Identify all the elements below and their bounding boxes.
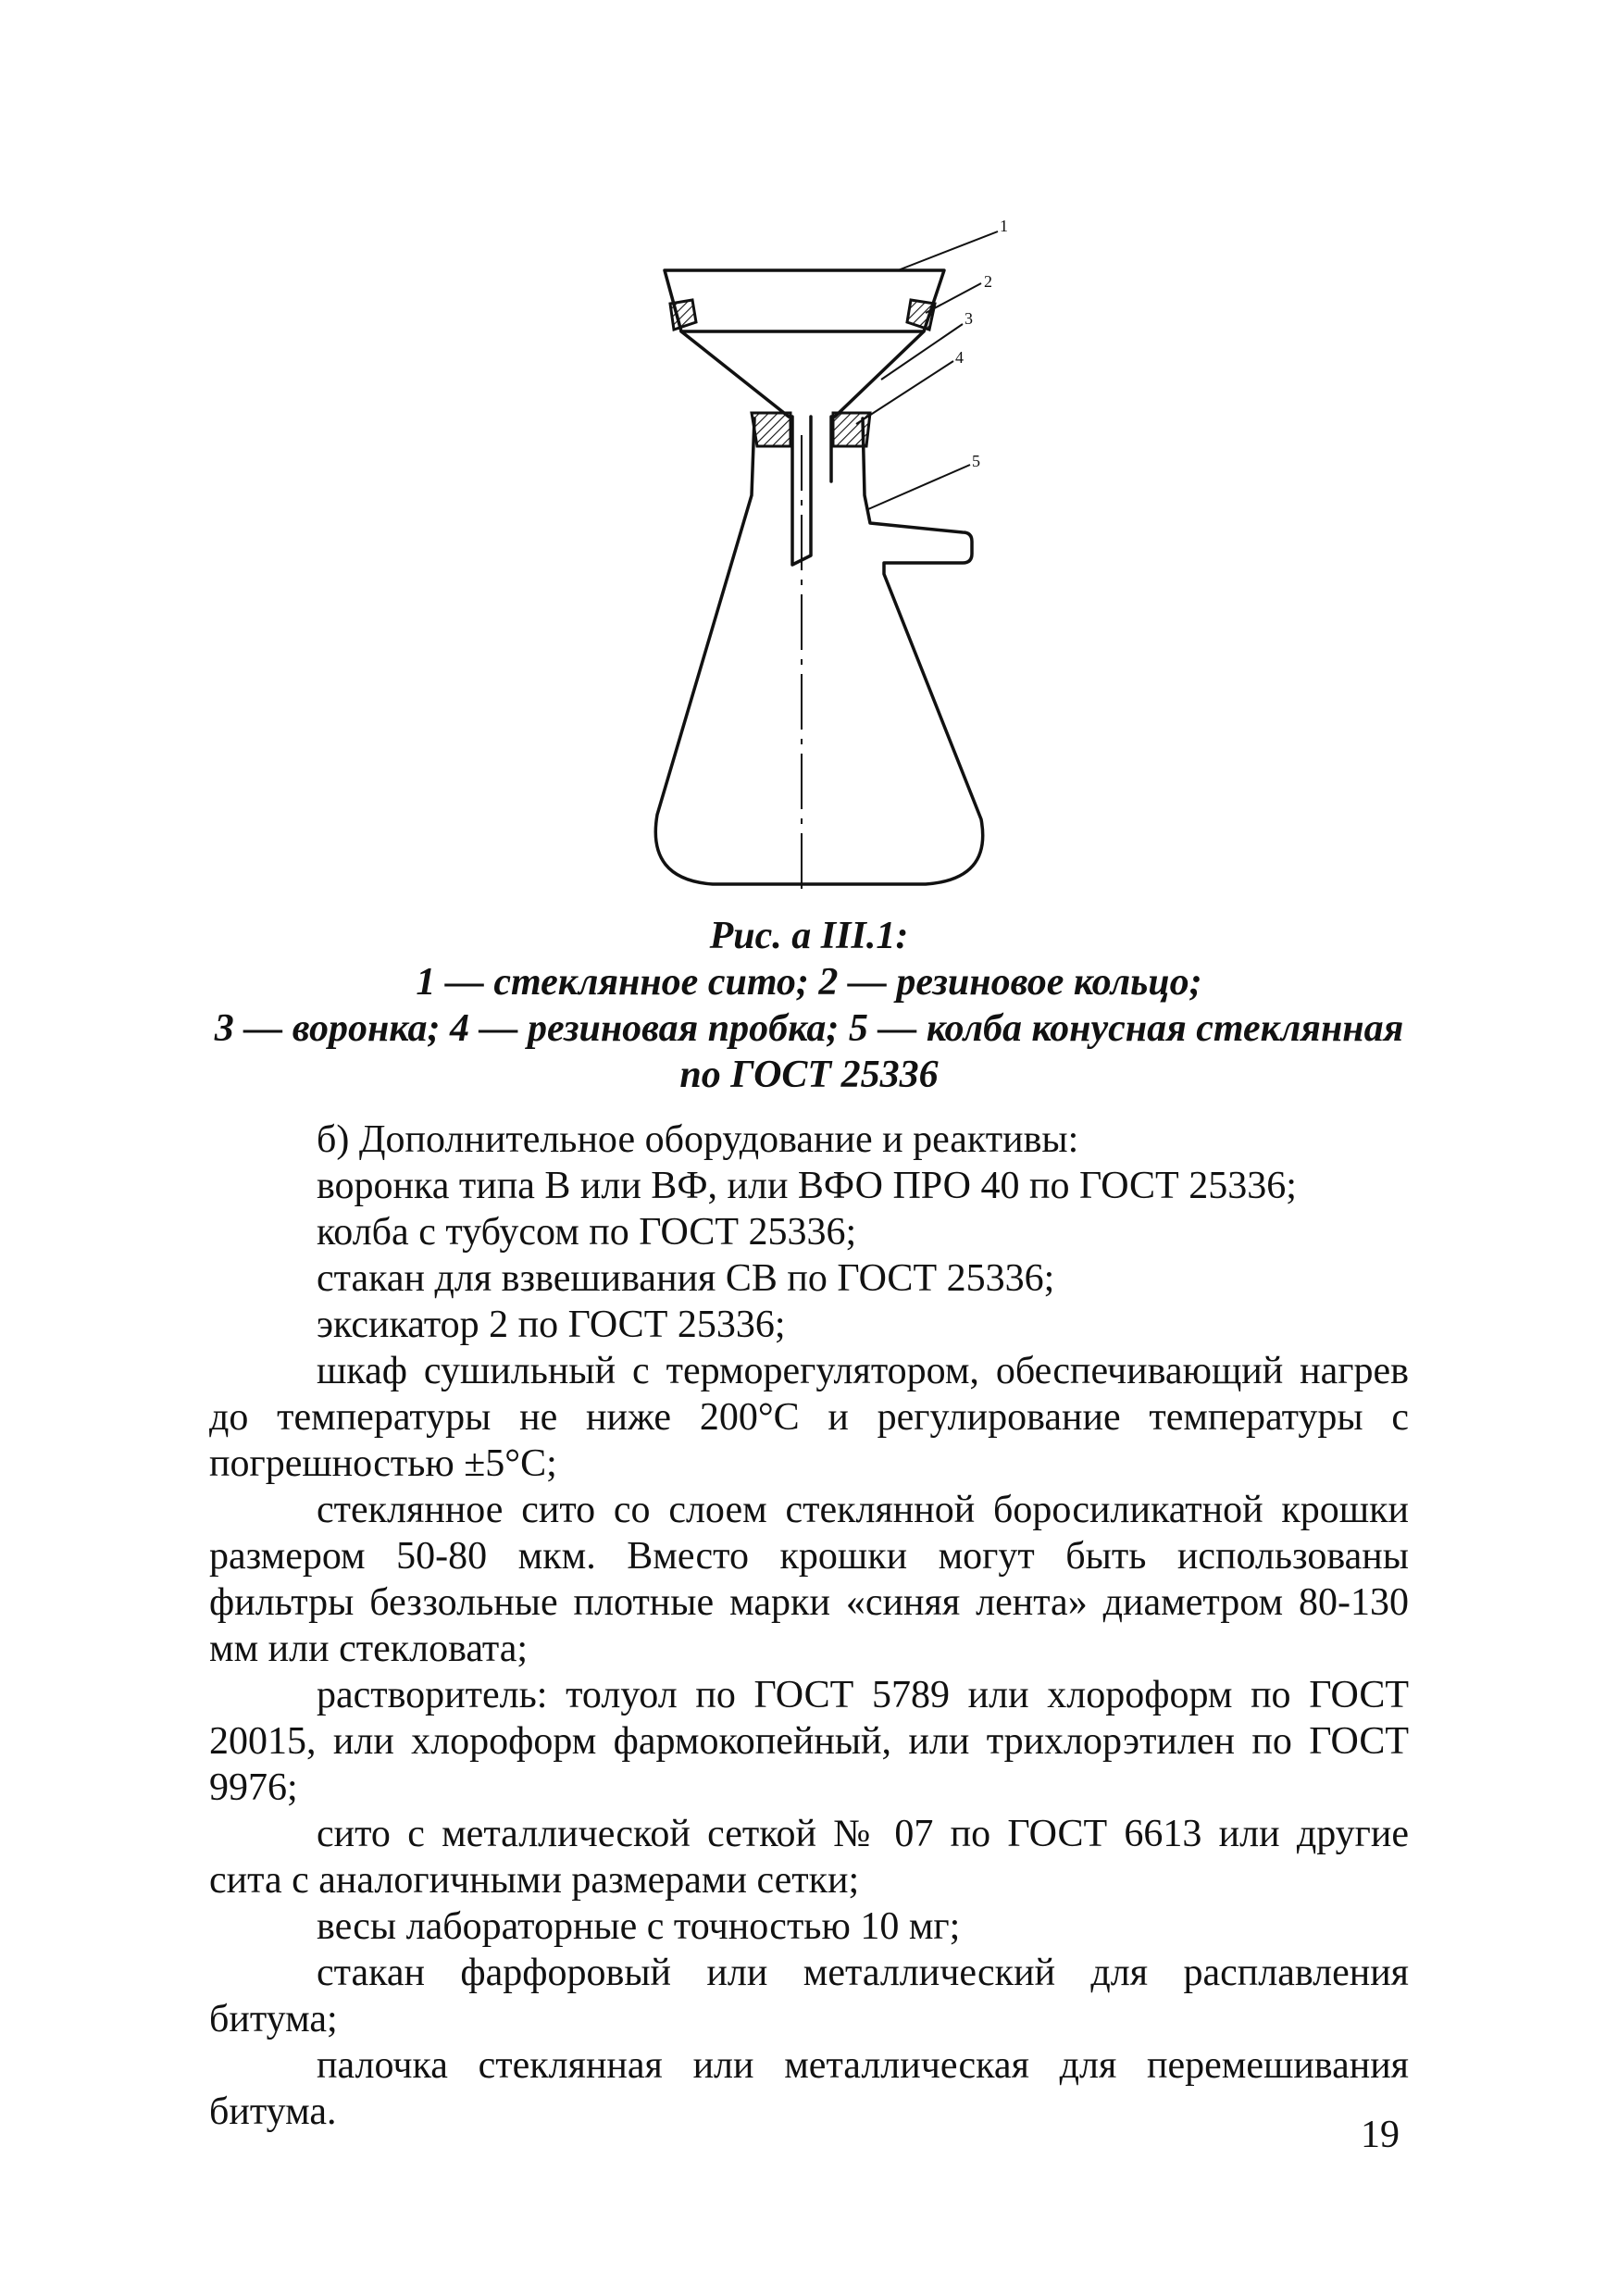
figure-caption-line-1: 1 — стеклянное сито; 2 — резиновое кольцо; xyxy=(416,961,1202,1004)
figure-labels xyxy=(955,217,1008,470)
rubber-ring-right xyxy=(907,300,935,330)
section-heading: б) Дополнительное оборудование и реактивы: xyxy=(317,1118,1079,1161)
label-1: 1 xyxy=(1000,217,1008,235)
label-2: 2 xyxy=(984,272,992,291)
glass-sieve xyxy=(665,270,944,331)
label-5: 5 xyxy=(972,452,980,470)
figure-caption-line-2: 3 — воронка; 4 — резиновая пробка; 5 — колба конусная стеклянная xyxy=(214,1007,1404,1050)
label-4: 4 xyxy=(955,348,964,367)
flask-apparatus-figure xyxy=(592,204,1055,907)
label-3: 3 xyxy=(965,309,973,328)
funnel-cone xyxy=(681,331,789,417)
list-item: воронка типа В или ВФ, или ВФО ПРО 40 по ГОСТ 25336; xyxy=(317,1165,1297,1207)
figure-caption-title: Рис. а III.1: xyxy=(709,915,909,957)
list-item: эксикатор 2 по ГОСТ 25336; xyxy=(317,1304,786,1346)
list-item: весы лабораторные с точностью 10 мг; xyxy=(317,1905,961,1948)
funnel-cone-right xyxy=(835,331,924,417)
list-item: растворитель: толуол по ГОСТ 5789 или хлороформ по ГОСТ 20015, или хлороформ фармокопейный, или трихлорэтилен по ГОСТ 9976; xyxy=(209,1674,1409,1809)
list-item: палочка стеклянная или металлическая для перемешивания битума. xyxy=(209,2044,1409,2133)
list-item: стакан фарфоровый или металлический для расплавления битума; xyxy=(209,1952,1409,2040)
conical-flask xyxy=(655,418,982,884)
list-item: колба с тубусом по ГОСТ 25336; xyxy=(317,1211,857,1254)
rubber-ring-left xyxy=(670,300,696,330)
list-item: шкаф сушильный с терморегулятором, обеспечивающий нагрев до температуры не ниже 200°С и регулирование температуры с погрешностью ±5°С; xyxy=(209,1350,1409,1485)
rubber-stopper-left xyxy=(752,413,790,446)
equipment-list xyxy=(209,1117,1409,2135)
list-item: стакан для взвешивания СВ по ГОСТ 25336; xyxy=(317,1257,1055,1300)
figure-caption-line-3: по ГОСТ 25336 xyxy=(679,1054,939,1096)
list-item: сито с металлической сеткой № 07 по ГОСТ 6613 или другие сита с аналогичными размерами сетки; xyxy=(209,1813,1409,1902)
list-item: стеклянное сито со слоем стеклянной боросиликатной крошки размером 50-80 мкм. Вместо крошки могут быть использованы фильтры беззольные плотные марки «синяя лента» диаметром 80-130 мм или стекловата; xyxy=(209,1489,1409,1670)
page-number: 19 xyxy=(1361,2114,1400,2156)
